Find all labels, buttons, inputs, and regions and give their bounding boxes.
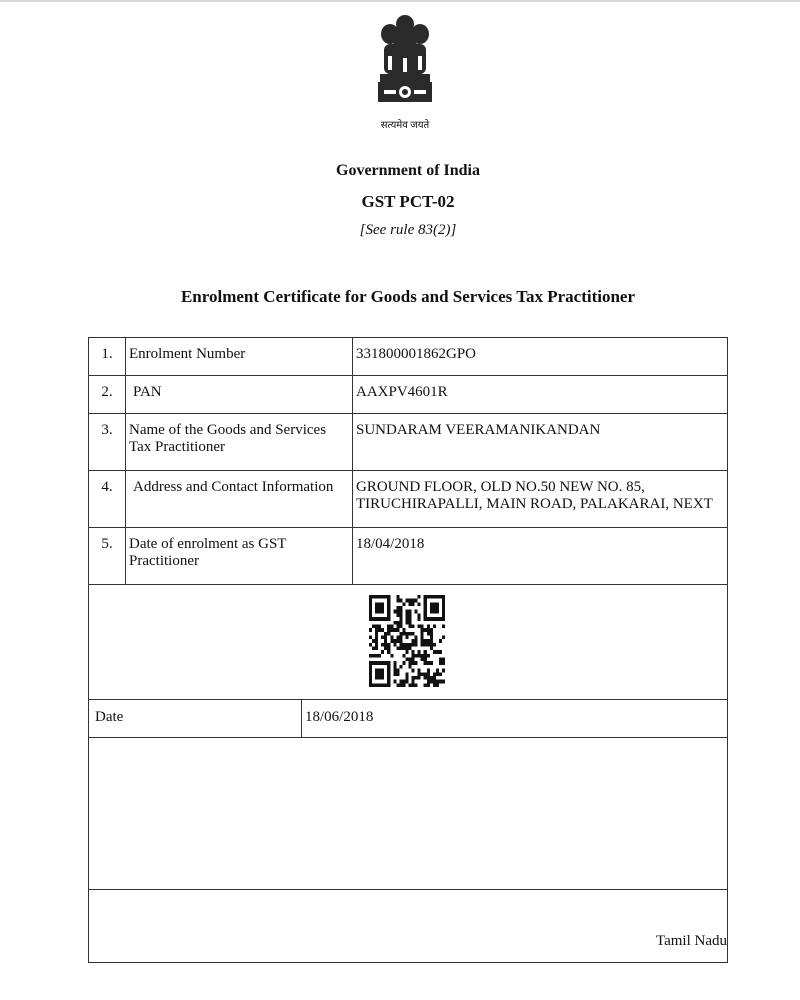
table-row xyxy=(89,414,727,471)
row-label: Address and Contact Information xyxy=(126,471,353,527)
address-value: GROUND FLOOR, OLD NO.50 NEW NO. 85, TIRUCHIRAPALLI, MAIN ROAD, PALAKARAI, NEXT xyxy=(356,479,713,512)
issue-date-label: Date xyxy=(89,700,302,737)
issue-date-row xyxy=(89,700,727,738)
enrolment-number-value: 331800001862GPO xyxy=(356,346,477,362)
blank-row xyxy=(89,738,727,890)
table-row xyxy=(89,471,727,528)
form-number: GST PCT-02 xyxy=(361,192,455,211)
practitioner-name-value: SUNDARAM VEERAMANIKANDAN xyxy=(356,422,601,438)
table-row xyxy=(89,528,727,585)
row-label: Name of the Goods and Services Tax Practitioner xyxy=(126,414,353,470)
place-value: Tamil Nadu xyxy=(655,933,727,949)
qr-code-icon xyxy=(369,595,445,687)
certificate-table xyxy=(88,337,728,963)
row-number: 3. xyxy=(89,414,126,470)
table-row xyxy=(89,376,727,414)
row-label: PAN xyxy=(126,376,353,413)
enrolment-date-value: 18/04/2018 xyxy=(356,536,425,552)
pan-value: AAXPV4601R xyxy=(356,384,448,400)
certificate-title: Enrolment Certificate for Goods and Services Tax Practitioner xyxy=(180,287,636,306)
rule-reference: [See rule 83(2)] xyxy=(359,222,457,238)
row-number: 2. xyxy=(89,376,126,413)
government-heading: Government of India xyxy=(336,162,480,179)
issue-date-value: 18/06/2018 xyxy=(305,709,374,725)
qr-row xyxy=(89,585,727,700)
row-number: 5. xyxy=(89,528,126,584)
emblem-motto: सत्यमेव जयते xyxy=(380,120,430,131)
row-number: 1. xyxy=(89,338,126,375)
row-label: Enrolment Number xyxy=(126,338,353,375)
place-row xyxy=(89,890,727,962)
top-rule xyxy=(0,0,800,2)
state-emblem-icon xyxy=(370,10,440,110)
row-label: Date of enrolment as GST Practitioner xyxy=(126,528,353,584)
row-number: 4. xyxy=(89,471,126,527)
table-row xyxy=(89,338,727,376)
